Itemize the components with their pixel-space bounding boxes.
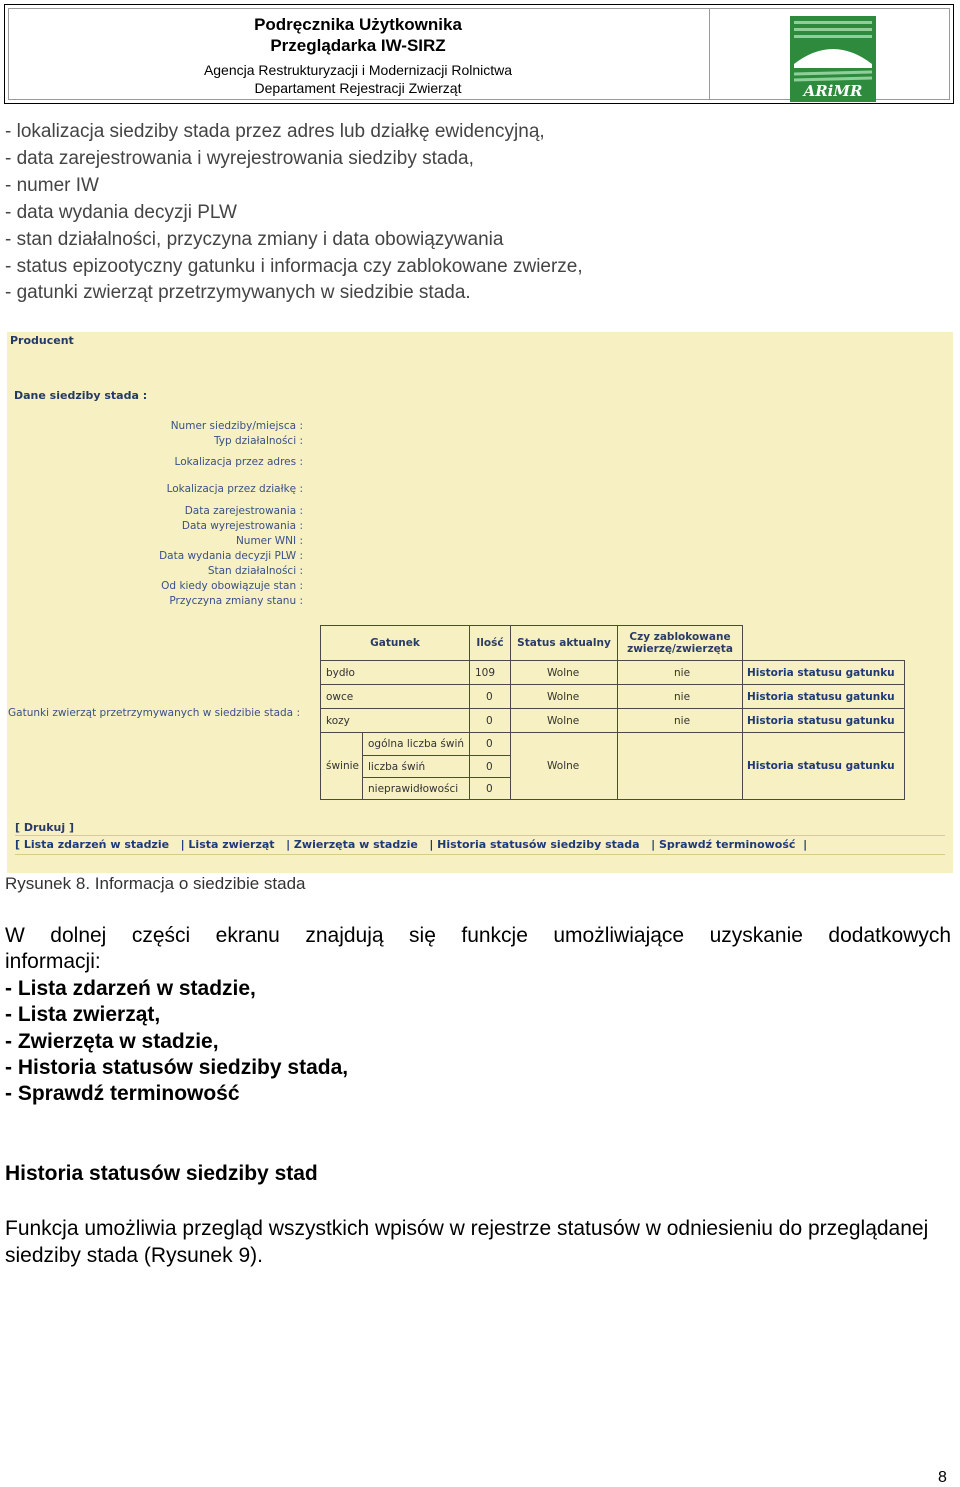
figure-caption: Rysunek 8. Informacja o siedzibie stada bbox=[5, 874, 306, 893]
table-cell-status: Wolne bbox=[510, 732, 618, 800]
pig-sub-value: 0 bbox=[469, 732, 511, 756]
table-cell-species: świnie bbox=[320, 732, 363, 800]
page-number: 8 bbox=[938, 1469, 947, 1486]
header-title: Podręcznika Użytkownika bbox=[254, 15, 462, 34]
header-department: Departament Rejestracji Zwierząt bbox=[254, 80, 462, 96]
header-subtitle: Przeglądarka IW-SIRZ bbox=[270, 36, 446, 55]
table-cell-blocked: nie bbox=[617, 684, 743, 709]
table-cell-blocked: nie bbox=[617, 708, 743, 733]
field-label: Numer WNI : bbox=[235, 535, 303, 547]
field-label: Numer siedziby/miejsca : bbox=[170, 420, 303, 432]
field-label: Typ działalności : bbox=[214, 435, 303, 447]
field-label: Od kiedy obowiązuje stan : bbox=[161, 580, 303, 592]
nav-link-events[interactable]: [ Lista zdarzeń w stadzie bbox=[15, 838, 170, 851]
bullet-line: - data zarejestrowania i wyrejestrowania siedziby stada, bbox=[5, 148, 474, 169]
species-history-link[interactable]: Historia statusu gatunku bbox=[742, 732, 905, 800]
bullet-line: - lokalizacja siedziby stada przez adres lub działkę ewidencyjną, bbox=[5, 121, 545, 142]
producent-heading: Producent bbox=[10, 334, 74, 347]
svg-text:ARiMR: ARiMR bbox=[803, 82, 863, 100]
pig-sub-value: 0 bbox=[469, 755, 511, 778]
nav-link-timeliness[interactable]: | Sprawdź terminowość bbox=[651, 838, 796, 851]
table-cell-status: Wolne bbox=[510, 708, 618, 733]
pig-sub-label: nieprawidłowości bbox=[362, 777, 470, 800]
header-text-block bbox=[9, 9, 707, 99]
document-header bbox=[4, 4, 954, 104]
table-cell-count: 0 bbox=[469, 684, 511, 709]
table-cell-count: 0 bbox=[469, 708, 511, 733]
species-history-link[interactable]: Historia statusu gatunku bbox=[742, 660, 905, 685]
function-item: - Zwierzęta w stadzie, bbox=[5, 1030, 219, 1053]
function-item: - Lista zdarzeń w stadzie, bbox=[5, 977, 256, 1000]
function-nav bbox=[15, 838, 807, 851]
bullet-line: - data wydania decyzji PLW bbox=[5, 202, 237, 223]
table-cell-count: 109 bbox=[469, 660, 511, 685]
divider bbox=[15, 854, 945, 855]
nav-link-animals[interactable]: | Lista zwierząt bbox=[180, 838, 275, 851]
field-label: Lokalizacja przez adres : bbox=[174, 456, 303, 468]
table-cell-status: Wolne bbox=[510, 660, 618, 685]
col-header-ilosc: Ilość bbox=[469, 625, 511, 661]
species-history-link[interactable]: Historia statusu gatunku bbox=[742, 708, 905, 733]
table-cell-blocked bbox=[617, 732, 743, 800]
pig-sub-label: ogólna liczba świń bbox=[362, 732, 470, 756]
divider bbox=[15, 835, 945, 836]
col-header-status: Status aktualny bbox=[510, 625, 618, 661]
function-item: - Sprawdź terminowość bbox=[5, 1082, 240, 1105]
table-cell-species: bydło bbox=[320, 660, 470, 685]
field-label: Data wyrejestrowania : bbox=[181, 520, 303, 532]
species-label: Gatunki zwierząt przetrzymywanych w siedzibie stada : bbox=[8, 707, 300, 719]
pig-sub-value: 0 bbox=[469, 777, 511, 800]
bullet-line: - status epizootyczny gatunku i informacja czy zablokowane zwierze, bbox=[5, 256, 583, 277]
arimr-logo-icon bbox=[790, 16, 876, 102]
field-label: Data zarejestrowania : bbox=[184, 505, 303, 517]
bullet-line: - stan działalności, przyczyna zmiany i data obowiązywania bbox=[5, 229, 504, 250]
table-cell-blocked: nie bbox=[617, 660, 743, 685]
print-link[interactable]: [ Drukuj ] bbox=[15, 821, 75, 834]
header-agency: Agencja Restrukturyzacji i Modernizacji Rolnictwa bbox=[203, 62, 513, 78]
species-history-link[interactable]: Historia statusu gatunku bbox=[742, 684, 905, 709]
nav-link-status-history[interactable]: | Historia statusów siedziby stada bbox=[429, 838, 640, 851]
field-label: Przyczyna zmiany stanu : bbox=[169, 595, 303, 607]
header-divider bbox=[709, 9, 710, 99]
pig-sub-label: liczba świń bbox=[362, 755, 470, 778]
section-title: Historia statusów siedziby stad bbox=[5, 1162, 318, 1185]
table-cell-species: kozy bbox=[320, 708, 470, 733]
bullet-line: - gatunki zwierząt przetrzymywanych w siedzibie stada. bbox=[5, 282, 471, 303]
col-header-blocked: Czy zablokowane zwierzę/zwierzęta bbox=[617, 625, 743, 661]
nav-separator: | bbox=[803, 838, 808, 851]
bullet-line: - numer IW bbox=[5, 175, 99, 196]
species-table bbox=[320, 625, 905, 799]
function-item: - Lista zwierząt, bbox=[5, 1003, 161, 1026]
herd-info-screenshot bbox=[7, 332, 953, 873]
herd-data-heading: Dane siedziby stada : bbox=[14, 389, 148, 402]
field-label: Stan działalności : bbox=[207, 565, 303, 577]
field-label: Data wydania decyzji PLW : bbox=[159, 550, 303, 562]
function-item: - Historia statusów siedziby stada, bbox=[5, 1056, 349, 1079]
table-cell-status: Wolne bbox=[510, 684, 618, 709]
paragraph-intro-line1: W dolnej części ekranu znajdują się funkcje umożliwiające uzyskanie dodatkowych bbox=[5, 924, 951, 947]
field-label: Lokalizacja przez działkę : bbox=[166, 483, 303, 495]
table-cell-species: owce bbox=[320, 684, 470, 709]
paragraph-history: Funkcja umożliwia przegląd wszystkich wpisów w rejestrze statusów w odniesieniu do przeglądanej siedziby stada (Rysunek 9). bbox=[5, 1217, 929, 1267]
paragraph-intro-line2: informacji: bbox=[5, 950, 101, 973]
nav-link-animals-in-herd[interactable]: | Zwierzęta w stadzie bbox=[286, 838, 418, 851]
col-header-gatunek: Gatunek bbox=[320, 625, 470, 661]
